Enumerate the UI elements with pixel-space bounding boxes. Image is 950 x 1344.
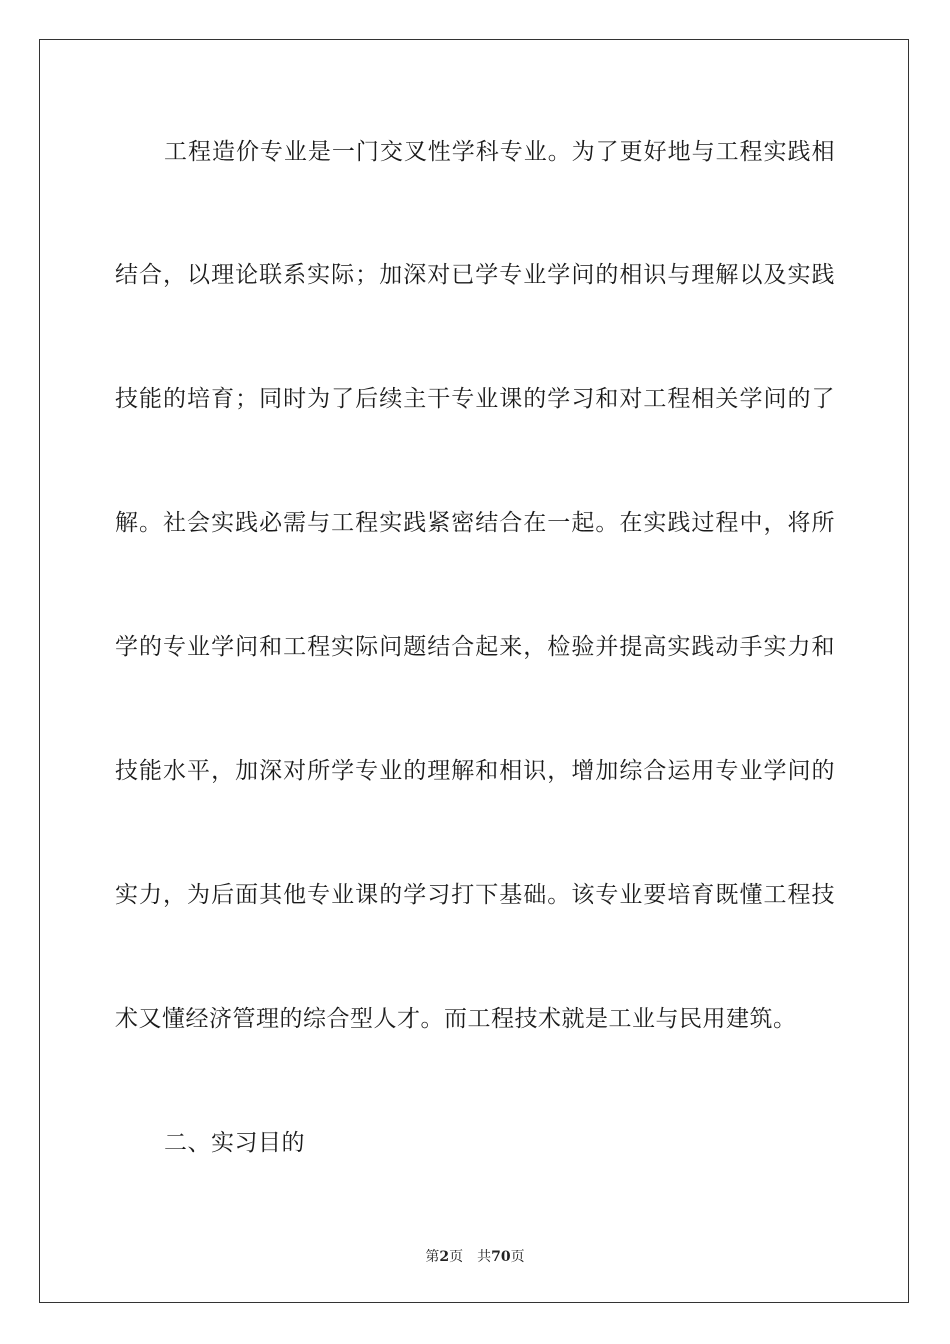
paragraph-line-2: 结合，以理论联系实际；加深对已学专业学问的相识与理解以及实践 — [115, 262, 835, 288]
paragraph-line-5: 学的专业学问和工程实际问题结合起来，检验并提高实践动手实力和 — [115, 634, 835, 660]
page-border — [39, 39, 909, 1303]
footer-total-pages: 70 — [491, 1249, 511, 1265]
paragraph-line-7: 实力，为后面其他专业课的学习打下基础。该专业要培育既懂工程技 — [115, 882, 835, 908]
paragraph-line-1: 工程造价专业是一门交叉性学科专业。为了更好地与工程实践相 — [164, 139, 835, 165]
paragraph-line-6: 技能水平，加深对所学专业的理解和相识，增加综合运用专业学问的 — [115, 758, 835, 784]
footer-page-number: 2 — [439, 1249, 450, 1265]
paragraph-line-4: 解。社会实践必需与工程实践紧密结合在一起。在实践过程中，将所 — [115, 510, 835, 536]
paragraph-line-8: 术又懂经济管理的综合型人才。而工程技术就是工业与民用建筑。 — [115, 1006, 797, 1032]
page-footer — [0, 1248, 950, 1266]
paragraph-line-3: 技能的培育；同时为了后续主干专业课的学习和对工程相关学问的了 — [115, 386, 835, 412]
section-heading: 二、实习目的 — [164, 1130, 305, 1156]
footer-total-prefix: 共 — [477, 1249, 492, 1265]
footer-page-prefix: 第 — [425, 1249, 440, 1265]
footer-page-unit: 页 — [449, 1249, 464, 1265]
footer-total-unit: 页 — [510, 1249, 525, 1265]
